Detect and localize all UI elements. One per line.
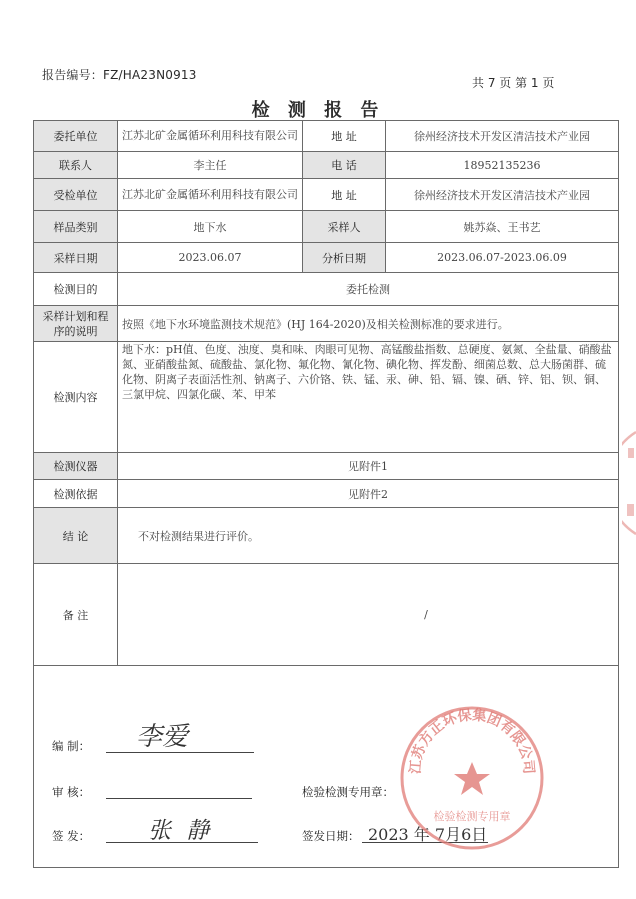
row-conclusion <box>34 508 619 564</box>
sampler-label: 采样人 <box>303 211 386 243</box>
seal-org-text: 江苏方正环保集团有限公司 <box>407 707 537 775</box>
inspected-label: 受检单位 <box>34 179 118 211</box>
row-dates <box>34 243 619 273</box>
remarks-label: 备 注 <box>34 564 118 666</box>
sample-type-value: 地下水 <box>118 211 303 243</box>
row-sample-type <box>34 211 619 243</box>
client-value: 江苏北矿金属循环利用科技有限公司 <box>118 121 303 152</box>
sampler-value: 姚苏焱、王书艺 <box>386 211 619 243</box>
reviewed-line <box>106 798 252 799</box>
report-title: 检 测 报 告 <box>251 100 385 121</box>
address-value: 徐州经济技术开发区清洁技术产业园 <box>386 121 619 152</box>
address2-label: 地 址 <box>303 179 386 211</box>
company-seal <box>398 704 546 852</box>
instrument-value: 见附件1 <box>118 453 619 480</box>
phone-label: 电 话 <box>303 152 386 179</box>
inspected-value: 江苏北矿金属循环利用科技有限公司 <box>118 179 303 211</box>
contact-value: 李主任 <box>118 152 303 179</box>
content-value: 地下水：pH值、色度、浊度、臭和味、肉眼可见物、高锰酸盐指数、总硬度、氨氮、全盐量、硝酸盐氮、亚硝酸盐氮、硫酸盐、氯化物、氟化物、氰化物、碘化物、挥发酚、细菌总数、总大肠菌群、硫化物、阴离子表面活性剂、钠离子、六价铬、铁、锰、汞、砷、铅、镉、镍、硒、锌、铝、钡、铜、三氯甲烷、四氯化碳、苯、甲苯 <box>118 342 619 453</box>
seal-star-icon <box>454 762 490 795</box>
address-label: 地 址 <box>303 121 386 152</box>
instrument-label: 检测仪器 <box>34 453 118 480</box>
prepared-label: 编 制： <box>52 739 91 753</box>
analysis-date-value: 2023.06.07-2023.06.09 <box>386 243 619 273</box>
issue-date-value: 2023 年 7月6日 <box>368 825 488 844</box>
seal-label: 检验检测专用章： <box>302 785 394 799</box>
contact-label: 联系人 <box>34 152 118 179</box>
reviewed-label: 审 核： <box>52 785 91 799</box>
address2-value: 徐州经济技术开发区清洁技术产业园 <box>386 179 619 211</box>
edge-seal-fragment <box>622 428 636 538</box>
conclusion-value: 不对检测结果进行评价。 <box>118 508 619 564</box>
row-remarks <box>34 564 619 666</box>
conclusion-label: 结 论 <box>34 508 118 564</box>
approved-label: 签 发： <box>52 829 91 843</box>
row-plan <box>34 306 619 342</box>
sample-type-label: 样品类别 <box>34 211 118 243</box>
issue-date-label: 签发日期： <box>302 829 360 843</box>
purpose-label: 检测目的 <box>34 273 118 306</box>
basis-value: 见附件2 <box>118 480 619 508</box>
plan-value: 按照《地下水环境监测技术规范》(HJ 164-2020)及相关检测标准的要求进行。 <box>118 306 619 342</box>
row-basis <box>34 480 619 508</box>
row-contact <box>34 152 619 179</box>
client-label: 委托单位 <box>34 121 118 152</box>
basis-label: 检测依据 <box>34 480 118 508</box>
seal-text: 检验检测专用章 <box>433 810 511 823</box>
content-label: 检测内容 <box>34 342 118 453</box>
remarks-value: / <box>118 564 619 666</box>
row-purpose <box>34 273 619 306</box>
row-content <box>34 342 619 453</box>
prepared-signature: 李爱 <box>136 722 189 752</box>
phone-value: 18952135236 <box>386 152 619 179</box>
approved-signature: 张 静 <box>148 818 214 844</box>
plan-label: 采样计划和程序的说明 <box>34 306 118 342</box>
row-client <box>34 121 619 152</box>
analysis-date-label: 分析日期 <box>303 243 386 273</box>
sampling-date-label: 采样日期 <box>34 243 118 273</box>
row-instrument <box>34 453 619 480</box>
page-count: 共 7 页 第 1 页 <box>472 76 555 90</box>
purpose-value: 委托检测 <box>118 273 619 306</box>
row-inspected <box>34 179 619 211</box>
sampling-date-value: 2023.06.07 <box>118 243 303 273</box>
report-number: 报告编号：FZ/HA23N0913 <box>42 68 197 82</box>
